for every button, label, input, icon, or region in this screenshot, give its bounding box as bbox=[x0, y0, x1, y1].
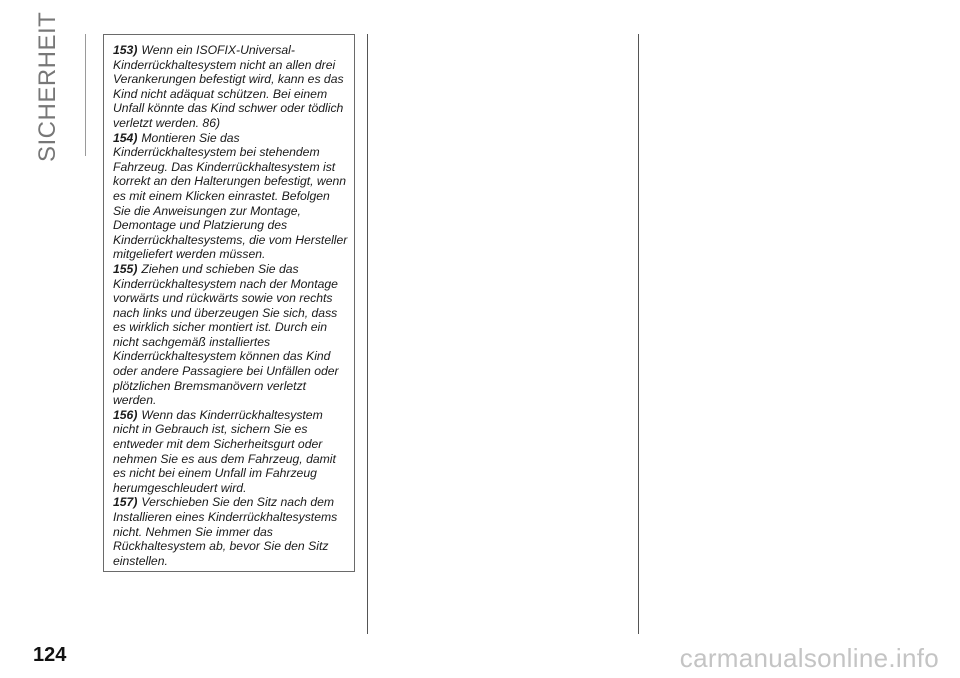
section-title: SICHERHEIT bbox=[34, 11, 61, 162]
note-item bbox=[113, 131, 348, 262]
column-divider bbox=[638, 34, 639, 634]
watermark: carmanualsonline.info bbox=[679, 643, 939, 673]
note-text: Montieren Sie das Kinderrückhaltesystem bei stehendem Fahrzeug. Das Kinderrückhaltesystem ist korrekt an den Halterungen befestigt, wenn es mit einem Klicken einrastet. Befolgen Sie die Anweisungen zur Montage, Demontage und Platzierung des Kinderrückhaltesystems, die vom Hersteller mitgeliefert werden müssen. bbox=[113, 130, 348, 262]
note-number: 156) bbox=[113, 407, 138, 422]
note-text: Wenn das Kinderrückhaltesystem nicht in Gebrauch ist, sichern Sie es entweder mit dem Sicherheitsgurt oder nehmen Sie es aus dem Fahrzeug, damit es nicht bei einem Unfall im Fahrzeug herumgeschleudert wird. bbox=[113, 407, 336, 495]
section-title-rule bbox=[85, 34, 86, 156]
page-number: 124 bbox=[33, 644, 67, 666]
note-item bbox=[113, 408, 348, 496]
note-number: 154) bbox=[113, 130, 138, 145]
note-item bbox=[113, 43, 348, 131]
note-item bbox=[113, 262, 348, 408]
note-text: Wenn ein ISOFIX-Universal-Kinderrückhaltesystem nicht an allen drei Verankerungen befestigt wird, kann es das Kind nicht adäquat schützen. Bei einem Unfall könnte das Kind schwer oder tödlich verletzt werden. 86) bbox=[113, 43, 344, 130]
note-item bbox=[113, 495, 348, 568]
note-number: 153) bbox=[113, 43, 138, 57]
column-divider bbox=[367, 34, 368, 634]
note-text: Verschieben Sie den Sitz nach dem Installieren eines Kinderrückhaltesystems nicht. Nehmen Sie immer das Rückhaltesystem ab, bevor Sie den Sitz einstellen. bbox=[113, 495, 338, 568]
note-number: 155) bbox=[113, 261, 138, 276]
note-text: Ziehen und schieben Sie das Kinderrückhaltesystem nach der Montage vorwärts und rückwärts sowie von rechts nach links und überzeugen Sie sich, dass es wirklich sicher montiert ist. Durch ein nicht sachgemäß installiertes Kinderrückhaltesystem können das Kind oder andere Passagiere bei Unfällen oder plötzlichen Bremsmanövern verletzt werden. bbox=[113, 261, 339, 408]
note-number: 157) bbox=[113, 495, 138, 510]
warning-notes-box bbox=[103, 34, 355, 572]
